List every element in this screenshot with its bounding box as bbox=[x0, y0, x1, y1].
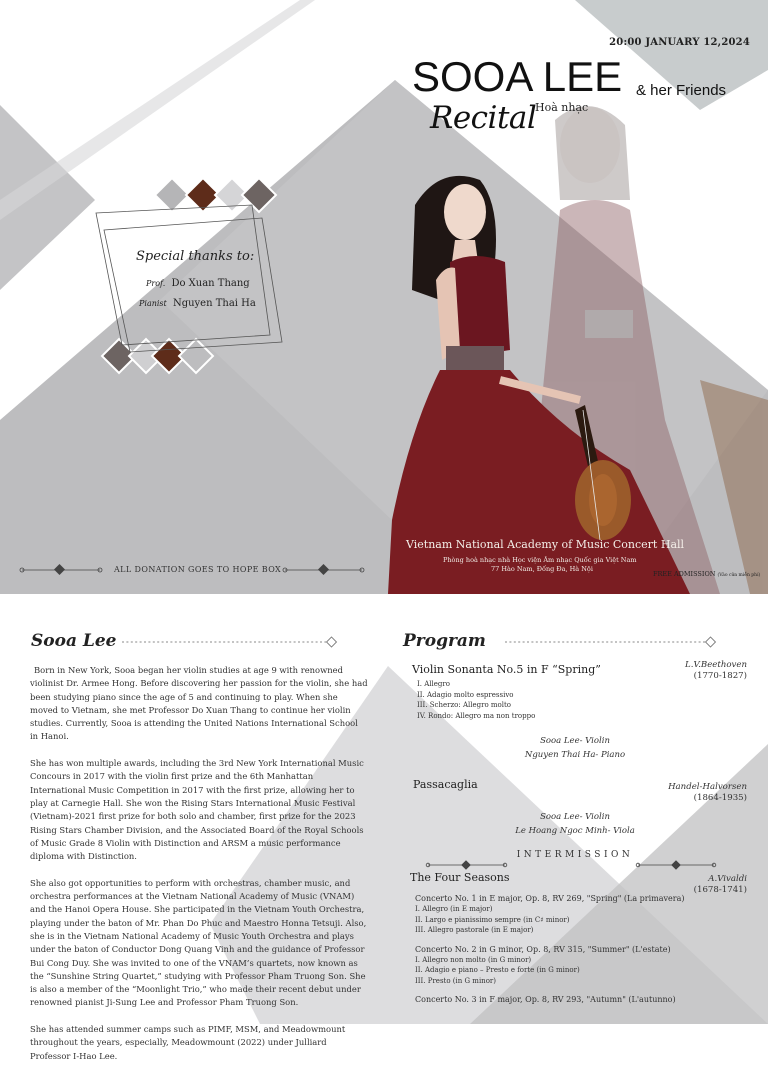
concerto-list bbox=[411, 894, 747, 1005]
free-admission-label: FREE ADMISSION bbox=[653, 570, 716, 578]
thanks-entry bbox=[146, 278, 250, 289]
program-booklet bbox=[0, 594, 768, 1061]
program-piece bbox=[410, 870, 747, 896]
recital-title: Recital bbox=[430, 100, 537, 136]
recital-title-vn: Hoà nhạc bbox=[535, 101, 589, 114]
intermission-label: INTERMISSION bbox=[516, 850, 634, 860]
piece-title: Passacaglia bbox=[413, 778, 478, 791]
thanks-role: Pianist bbox=[139, 299, 167, 308]
piece-composer bbox=[685, 660, 747, 682]
performer-line: Sooa Lee- Violin bbox=[540, 812, 610, 822]
composer-name: A.Vivaldi bbox=[708, 874, 747, 884]
composer-years: (1678-1741) bbox=[693, 885, 747, 895]
bio-paragraph: She also got opportunities to perform with orchestras, chamber music, and orchestra performances at the Vietnam National Academy of Music (VNAM) and the Hanoi Opera House. She participated in the Vietnam Youth Orchestra, playing under the baton of Mr. Phan Do Phuc and Maestro Honna Tetsuji. Also, she is in the Vietnam National Academy of Music Youth Orchestra and plays under the baton of Conductor Dong Quang Vinh and the guidance of Professor Bui Cong Duy. She was invited to one of the VNAM’s quartets, now known as the “Sunshine String Quartet,” studying with Professor Pham Truong Son. She is also a member of the “Moonlight Trio,” who made their recent debut under renowned pianist Ji-Sung Lee and Professor Pham Truong Son. bbox=[30, 877, 367, 1008]
movement: II. Largo e pianissimo sempre (in C♯ minor) bbox=[415, 915, 570, 924]
performer-line: Le Hoang Ngoc Minh- Viola bbox=[515, 825, 635, 836]
bio-paragraph: She has won multiple awards, including the 3rd New York International Music Concours in 2017 with the violin first prize and the 6th Manhattan International Music Competition in 2017 with the first prize, allowing her to play at Carnegie Hall. She won the Rising Stars International Music Festival (Vietnam)-2021 first prize for both solo and chamber, first prize for the 2023 Rising Stars Chamber Division, and the Associated Board of the Royal Schools of Music Grade 8 Violin with Distinction and ARSM a music performance diploma with Distinction. bbox=[30, 758, 364, 862]
program-list bbox=[403, 660, 747, 1005]
performer-friends: & her Friends bbox=[636, 82, 727, 99]
title-dotted-line-right bbox=[505, 637, 715, 647]
movement: I. Allegro (in E major) bbox=[415, 905, 493, 913]
piece-title: The Four Seasons bbox=[410, 871, 510, 884]
bio-title: Sooa Lee bbox=[31, 631, 117, 651]
piece-title: Violin Sonanta No.5 in F “Spring” bbox=[412, 663, 601, 676]
movement: I. Allegro non molto (in G minor) bbox=[415, 955, 532, 964]
thanks-entry bbox=[139, 298, 256, 309]
concerto-title: Concerto No. 1 in E major, Op. 8, RV 269, "Spring" (La primavera) bbox=[415, 894, 685, 903]
venue-address: 77 Hào Nam, Đống Đa, Hà Nội bbox=[491, 565, 593, 573]
piece-composer bbox=[694, 870, 747, 896]
venue-name: Vietnam National Academy of Music Concert Hall bbox=[406, 538, 685, 551]
movement: III. Presto (in G minor) bbox=[415, 976, 496, 985]
movement-list bbox=[403, 679, 747, 721]
bio-paragraph: She has attended summer camps such as PIMF, MSM, and Meadowmount throughout the years, especially, Meadowmount (2022) under Julliard Professor I-Hao Lee. bbox=[30, 1024, 346, 1061]
piece-composer bbox=[668, 776, 747, 804]
program-title: Program bbox=[403, 631, 486, 651]
movement: II. Adagio e piano – Presto e forte (in G minor) bbox=[415, 966, 580, 974]
thanks-title: Special thanks to: bbox=[136, 249, 255, 264]
program-piece bbox=[413, 776, 747, 804]
movement: IV. Rondo: Allegro ma non troppo bbox=[417, 711, 536, 720]
thanks-name: Do Xuan Thang bbox=[171, 278, 250, 289]
composer-name: L.V.Beethoven bbox=[685, 660, 747, 670]
title-dotted-line-left bbox=[122, 637, 336, 647]
donation-note: ALL DONATION GOES TO HOPE BOX bbox=[114, 565, 282, 574]
movement: I. Allegro bbox=[417, 680, 450, 688]
free-admission bbox=[653, 570, 760, 578]
movement: III. Scherzo: Allegro molto bbox=[417, 701, 512, 709]
performer-name: SOOA LEE bbox=[412, 53, 623, 100]
movement: III. Allegro pastorale (in E major) bbox=[415, 926, 534, 934]
thanks-role: Prof. bbox=[146, 279, 166, 288]
performer-line: Nguyen Thai Ha- Piano bbox=[524, 749, 626, 760]
bio-text bbox=[30, 664, 368, 1076]
performer-line: Sooa Lee- Violin bbox=[540, 736, 610, 746]
composer-name: Handel-Halvorsen bbox=[668, 782, 747, 792]
composer-years: (1770-1827) bbox=[693, 671, 747, 681]
bio-paragraph: Born in New York, Sooa began her violin studies at age 9 with renowned violinist Dr. Armee Hong. Before discovering her passion for the violin, she had been studying piano since the age of 5 and continuing to play. When she moved to Vietnam, she met Professor Do Xuan Thang to continue her violin studies. Currently, Sooa is attending the United Nations International School in Hanoi. bbox=[30, 665, 368, 742]
venue-name-vn: Phòng hoà nhạc nhà Học viện Âm nhạc Quốc gia Việt Nam bbox=[443, 556, 637, 564]
movement: II. Adagio molto espressivo bbox=[417, 690, 514, 699]
composer-years: (1864-1935) bbox=[693, 793, 747, 803]
event-date: 20:00 JANUARY 12,2024 bbox=[609, 37, 750, 48]
free-admission-vn: (Vào cửa miễn phí) bbox=[717, 573, 761, 578]
concerto-title: Concerto No. 2 in G minor, Op. 8, RV 315, "Summer" (L'estate) bbox=[415, 944, 671, 954]
thanks-name: Nguyen Thai Ha bbox=[172, 298, 256, 309]
concerto-title: Concerto No. 3 in F major, Op. 8, RV 293, "Autumn" (L'autunno) bbox=[415, 995, 676, 1004]
